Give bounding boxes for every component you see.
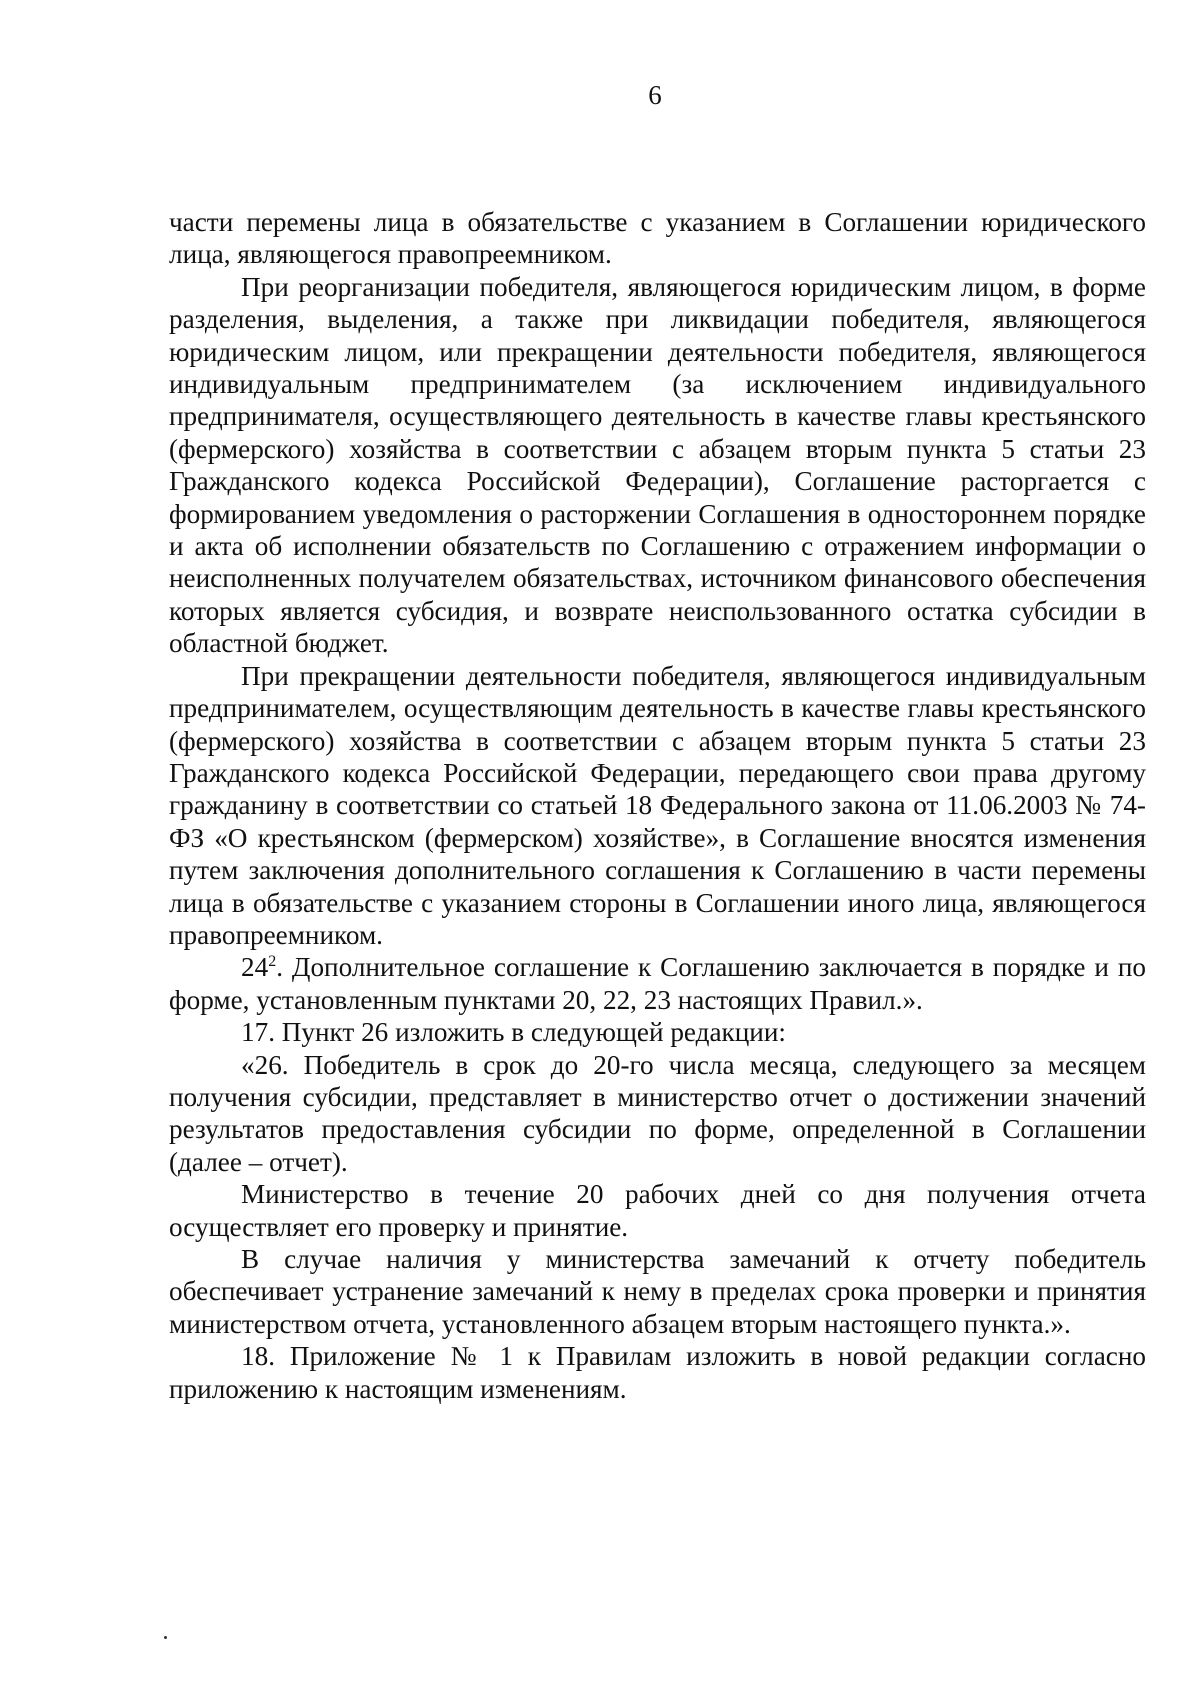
paragraph-termination: При прекращении деятельности победителя, являющегося индивидуальным предпринимателем, осуществляющим деятельность в качестве главы крестьянского (фермерского) хозяйства в соответствии с абзацем вторым пункта 5 статьи 23 Гражданского кодекса Российской Федерации, передающего свои права другому гражданину в соответствии со статьей 18 Федерального закона от 11.06.2003 № 74-ФЗ «О крестьянском (фермерском) хозяйстве», в Соглашение вносятся изменения путем заключения дополнительного соглашения к Соглашению в части перемены лица в обязательстве с указанием стороны в Соглашении иного лица, являющегося правопреемником.: [169, 660, 1146, 950]
clause-superscript: 2: [268, 953, 277, 971]
paragraph-clause-26: «26. Победитель в срок до 20-го числа месяца, следующего за месяцем получения субсидии, представляет в министерство отчет о достижении значений результатов предоставления субсидии по форме, определенной в Соглашении (далее – отчет).: [169, 1049, 1146, 1177]
scan-speck: [164, 1636, 167, 1639]
clause-text: . Дополнительное соглашение к Соглашению заключается в порядке и по форме, установленным пунктами 20, 22, 23 настоящих Правил.».: [169, 952, 1146, 1015]
paragraph-ministry-review: Министерство в течение 20 рабочих дней со дня получения отчета осуществляет его проверку и принятие.: [169, 1179, 1146, 1242]
paragraph-clause-24-2: [169, 951, 1146, 1016]
paragraph-continuation: части перемены лица в обязательстве с указанием в Соглашении юридического лица, являющегося правопреемником.: [169, 207, 1146, 270]
document-body: [169, 206, 1146, 1405]
paragraph-reorganization: При реорганизации победителя, являющегося юридическим лицом, в форме разделения, выделения, а также при ликвидации победителя, являющегося юридическим лицом, или прекращении деятельности победителя, являющегося индивидуальным предпринимателем (за исключением индивидуального предпринимателя, осуществляющего деятельность в качестве главы крестьянского (фермерского) хозяйства в соответствии с абзацем вторым пункта 5 статьи 23 Гражданского кодекса Российской Федерации), Соглашение расторгается с формированием уведомления о расторжении Соглашения в одностороннем порядке и акта об исполнении обязательств по Соглашению с отражением информации о неисполненных получателем обязательствах, источником финансового обеспечения которых является субсидия, и возврате неиспользованного остатка субсидии в областной бюджет.: [169, 271, 1146, 659]
page-number: 6: [648, 80, 662, 110]
clause-number: 24: [241, 952, 269, 983]
paragraph-item-17: 17. Пункт 26 изложить в следующей редакции:: [241, 1017, 786, 1048]
paragraph-remarks: В случае наличия у министерства замечаний к отчету победитель обеспечивает устранение замечаний к нему в пределах срока проверки и принятия министерством отчета, установленного абзацем вторым настоящего пункта.».: [169, 1244, 1146, 1339]
paragraph-item-18: 18. Приложение № 1 к Правилам изложить в новой редакции согласно приложению к настоящим изменениям.: [169, 1341, 1146, 1404]
